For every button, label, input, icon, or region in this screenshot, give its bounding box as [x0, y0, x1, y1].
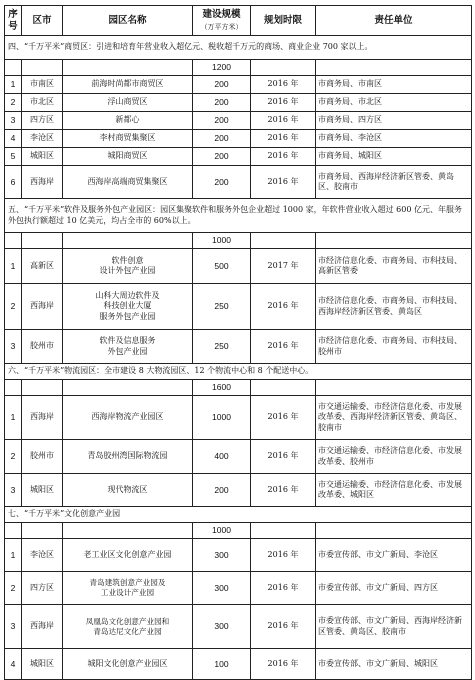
section-total-scale: 1600: [193, 380, 251, 396]
row-district: 市南区: [22, 76, 63, 94]
row-period: 2016 年: [251, 76, 316, 94]
section-logistics: [5, 364, 472, 507]
row-period: 2016 年: [251, 474, 316, 507]
row-district: 城阳区: [22, 474, 63, 507]
section-total-scale: 1000: [193, 233, 251, 249]
row-district: 高新区: [22, 249, 63, 284]
row-district: 城阳区: [22, 649, 63, 680]
row-park-name: 新都心: [63, 112, 193, 130]
row-responsible-unit: 市商务局、市北区: [316, 94, 472, 112]
table-row: [5, 330, 472, 364]
row-scale: 200: [193, 76, 251, 94]
row-seq: 6: [5, 166, 22, 199]
table-row: [5, 440, 472, 474]
row-period: 2016 年: [251, 539, 316, 572]
row-seq: 2: [5, 284, 22, 330]
table-row: [5, 539, 472, 572]
table-row: [5, 148, 472, 166]
row-district: 四方区: [22, 112, 63, 130]
row-park-name: 城阳商贸区: [63, 148, 193, 166]
row-scale: 200: [193, 474, 251, 507]
header-row: [5, 6, 472, 36]
row-period: 2016 年: [251, 94, 316, 112]
row-seq: 2: [5, 94, 22, 112]
row-park-name: 现代物流区: [63, 474, 193, 507]
row-scale: 250: [193, 284, 251, 330]
table-row: [5, 649, 472, 680]
row-park-name: 西海岸高端商贸集聚区: [63, 166, 193, 199]
row-district: 西海岸: [22, 396, 63, 440]
row-seq: 1: [5, 76, 22, 94]
row-scale: 400: [193, 440, 251, 474]
row-seq: 4: [5, 130, 22, 148]
row-seq: 1: [5, 539, 22, 572]
row-park-name: 李村商贸集聚区: [63, 130, 193, 148]
row-period: 2016 年: [251, 130, 316, 148]
row-park-name: 软件创意 设计外包产业园: [63, 249, 193, 284]
row-park-name: 青岛胶州湾国际物流园: [63, 440, 193, 474]
row-period: 2017 年: [251, 249, 316, 284]
row-district: 四方区: [22, 572, 63, 605]
row-responsible-unit: 市委宣传部、市文广新局、李沧区: [316, 539, 472, 572]
row-district: 西海岸: [22, 166, 63, 199]
row-park-name: 前海时尚都市商贸区: [63, 76, 193, 94]
table-row: [5, 396, 472, 440]
row-park-name: 老工业区文化创意产业园: [63, 539, 193, 572]
row-seq: 3: [5, 474, 22, 507]
row-scale: 200: [193, 130, 251, 148]
row-responsible-unit: 市商务局、城阳区: [316, 148, 472, 166]
row-scale: 300: [193, 572, 251, 605]
row-district: 李沧区: [22, 130, 63, 148]
row-seq: 5: [5, 148, 22, 166]
row-period: 2016 年: [251, 649, 316, 680]
row-responsible-unit: 市交通运输委、市经济信息化委、市发展改革委、胶州市: [316, 440, 472, 474]
header-period: 规划时限: [251, 6, 316, 36]
header-responsible-unit: 责任单位: [316, 6, 472, 36]
row-scale: 300: [193, 539, 251, 572]
row-district: 胶州市: [22, 330, 63, 364]
table-row: [5, 166, 472, 199]
row-scale: 1000: [193, 396, 251, 440]
row-period: 2016 年: [251, 112, 316, 130]
row-scale: 300: [193, 605, 251, 649]
row-responsible-unit: 市商务局、西海岸经济新区管委、黄岛区、胶南市: [316, 166, 472, 199]
row-responsible-unit: 市商务局、市南区: [316, 76, 472, 94]
row-park-name: 凤凰岛文化创意产业园和 青岛达尼文化产业园: [63, 605, 193, 649]
section-cultural-creative: [5, 507, 472, 680]
row-park-name: 青岛建筑创意产业园及 工业设计产业园: [63, 572, 193, 605]
section-software-outsourcing: [5, 199, 472, 364]
row-seq: 2: [5, 440, 22, 474]
row-scale: 200: [193, 94, 251, 112]
section-title: 五、“千万平米”软件及服务外包产业园区：园区集聚软件和服务外包企业超过 1000 家，年软件营业收入超过 600 亿元、年服务外包执行额超过 10 亿美元，均占全市的 60%以上。: [5, 199, 472, 233]
row-responsible-unit: 市经济信息化委、市商务局、市科技局、胶州市: [316, 330, 472, 364]
row-responsible-unit: 市委宣传部、市文广新局、西海岸经济新区管委、黄岛区、胶南市: [316, 605, 472, 649]
row-responsible-unit: 市委宣传部、市文广新局、城阳区: [316, 649, 472, 680]
table-row: [5, 112, 472, 130]
row-scale: 200: [193, 148, 251, 166]
table-row: [5, 572, 472, 605]
row-period: 2016 年: [251, 148, 316, 166]
row-period: 2016 年: [251, 572, 316, 605]
row-period: 2016 年: [251, 396, 316, 440]
table-row: [5, 605, 472, 649]
park-plan-table: [4, 5, 472, 680]
section-title: 四、“千万平米”商贸区：引进和培育年营业收入超亿元、税收超千万元的商场、商业企业 700 家以上。: [5, 36, 472, 60]
table-row: [5, 284, 472, 330]
row-seq: 3: [5, 112, 22, 130]
row-seq: 2: [5, 572, 22, 605]
row-period: 2016 年: [251, 440, 316, 474]
table-row: [5, 94, 472, 112]
row-seq: 4: [5, 649, 22, 680]
row-district: 城阳区: [22, 148, 63, 166]
section-total-scale: 1200: [193, 60, 251, 76]
row-park-name: 西海岸物流产业园区: [63, 396, 193, 440]
header-scale-unit: （万平方米）: [200, 22, 243, 31]
table-row: [5, 474, 472, 507]
row-scale: 200: [193, 112, 251, 130]
row-park-name: 软件及信息服务 外包产业园: [63, 330, 193, 364]
row-responsible-unit: 市交通运输委、市经济信息化委、市发展改革委、西海岸经济新区管委、黄岛区、胶南市: [316, 396, 472, 440]
row-scale: 100: [193, 649, 251, 680]
table-row: [5, 76, 472, 94]
row-period: 2016 年: [251, 330, 316, 364]
row-period: 2016 年: [251, 166, 316, 199]
row-seq: 1: [5, 396, 22, 440]
row-responsible-unit: 市委宣传部、市文广新局、四方区: [316, 572, 472, 605]
section-title: 六、“千万平米”物流园区：全市建设 8 大物流园区、12 个物流中心和 8 个配送中心。: [5, 364, 472, 380]
row-period: 2016 年: [251, 605, 316, 649]
row-seq: 3: [5, 330, 22, 364]
row-district: 市北区: [22, 94, 63, 112]
row-park-name: 山科大周边软件及 科技创业大厦 服务外包产业园: [63, 284, 193, 330]
row-park-name: 城阳文化创意产业园区: [63, 649, 193, 680]
row-period: 2016 年: [251, 284, 316, 330]
row-responsible-unit: 市交通运输委、市经济信息化委、市发展改革委、城阳区: [316, 474, 472, 507]
row-seq: 1: [5, 249, 22, 284]
row-scale: 500: [193, 249, 251, 284]
header-scale-label: 建设规模: [202, 8, 241, 20]
row-district: 胶州市: [22, 440, 63, 474]
row-scale: 200: [193, 166, 251, 199]
row-seq: 3: [5, 605, 22, 649]
row-park-name: 浮山商贸区: [63, 94, 193, 112]
row-responsible-unit: 市商务局、李沧区: [316, 130, 472, 148]
header-park-name: 园区名称: [63, 6, 193, 36]
row-responsible-unit: 市经济信息化委、市商务局、市科技局、高新区管委: [316, 249, 472, 284]
row-district: 西海岸: [22, 284, 63, 330]
table-row: [5, 249, 472, 284]
row-district: 西海岸: [22, 605, 63, 649]
row-scale: 250: [193, 330, 251, 364]
header-seq: 序号: [5, 6, 22, 36]
row-responsible-unit: 市商务局、四方区: [316, 112, 472, 130]
header-district: 区市: [22, 6, 63, 36]
section-total-scale: 1000: [193, 523, 251, 539]
section-title: 七、“千万平米”文化创意产业园: [5, 507, 472, 523]
row-responsible-unit: 市经济信息化委、市商务局、市科技局、西海岸经济新区管委、黄岛区: [316, 284, 472, 330]
header-scale: [193, 6, 251, 36]
row-district: 李沧区: [22, 539, 63, 572]
section-commerce: [5, 36, 472, 199]
table-row: [5, 130, 472, 148]
